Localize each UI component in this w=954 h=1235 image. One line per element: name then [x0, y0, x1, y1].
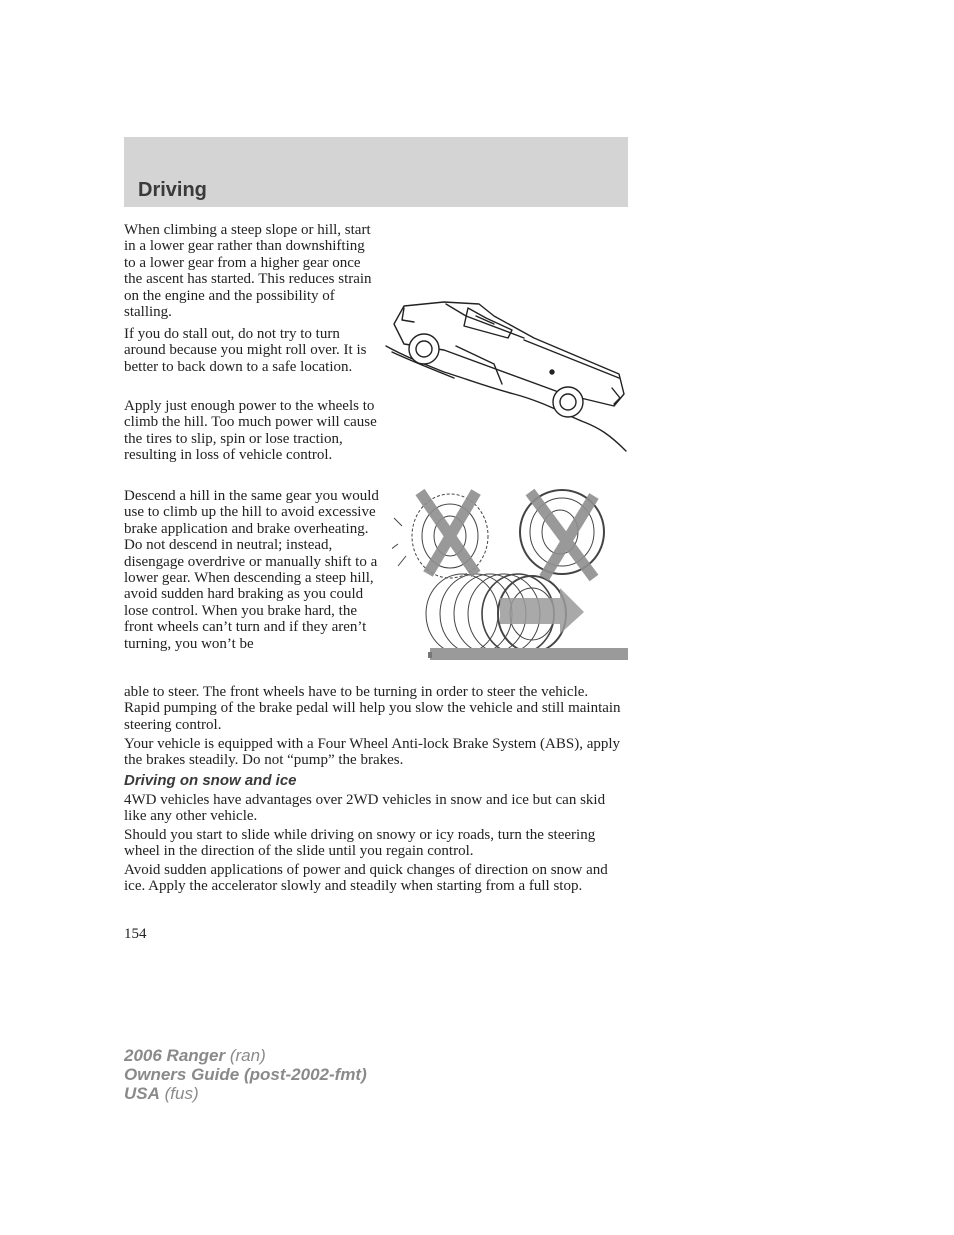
subheading-snow-ice: Driving on snow and ice [124, 772, 297, 789]
paragraph-descend-continued: able to steer. The front wheels have to be turning in order to steer the vehicle. Rapid pumping of the brake pedal will help you slow the vehicle and still maintain steering control. [124, 684, 621, 733]
document-footer [124, 1046, 367, 1103]
page-number: 154 [124, 926, 147, 942]
skidding-wheels-crossed-out-illustration [392, 486, 628, 670]
paragraph-stall: If you do stall out, do not try to turn around because you might roll over. It is better to back down to a safe location. [124, 326, 367, 375]
paragraph-power: Apply just enough power to the wheels to climb the hill. Too much power will cause the tires to slip, spin or lose traction, resulting in loss of vehicle control. [124, 398, 377, 464]
pickup-truck-climbing-hill-illustration [384, 294, 628, 456]
footer-line-model: 2006 Ranger (ran) [124, 1046, 266, 1065]
paragraph-accelerator: Avoid sudden applications of power and quick changes of direction on snow and ice. Apply the accelerator slowly and steadily when starting from a full stop. [124, 862, 608, 895]
paragraph-climbing: When climbing a steep slope or hill, start in a lower gear rather than downshifting to a lower gear from a higher gear once the ascent has started. This reduces strain on the engine and the possibility of stalling. [124, 222, 372, 321]
paragraph-4wd: 4WD vehicles have advantages over 2WD vehicles in snow and ice but can skid like any other vehicle. [124, 792, 606, 825]
section-header-band [124, 137, 628, 207]
paragraph-slide: Should you start to slide while driving on snowy or icy roads, turn the steering wheel in the direction of the slide until you regain control. [124, 827, 596, 860]
paragraph-descend: Descend a hill in the same gear you would use to climb up the hill to avoid excessive brake application and brake overheating. Do not descend in neutral; instead, disengage overdrive or manually shift to a lower gear. When descending a steep hill, avoid sudden hard braking as you could lose control. When you brake hard, the front wheels can’t turn and if they aren’t turning, you won’t be [124, 488, 379, 652]
footer-line-market: USA (fus) [124, 1084, 199, 1103]
paragraph-abs: Your vehicle is equipped with a Four Wheel Anti-lock Brake System (ABS), apply the brakes steadily. Do not “pump” the brakes. [124, 736, 621, 769]
footer-line-guide: Owners Guide (post-2002-fmt) [124, 1065, 367, 1084]
section-title: Driving [138, 179, 207, 201]
